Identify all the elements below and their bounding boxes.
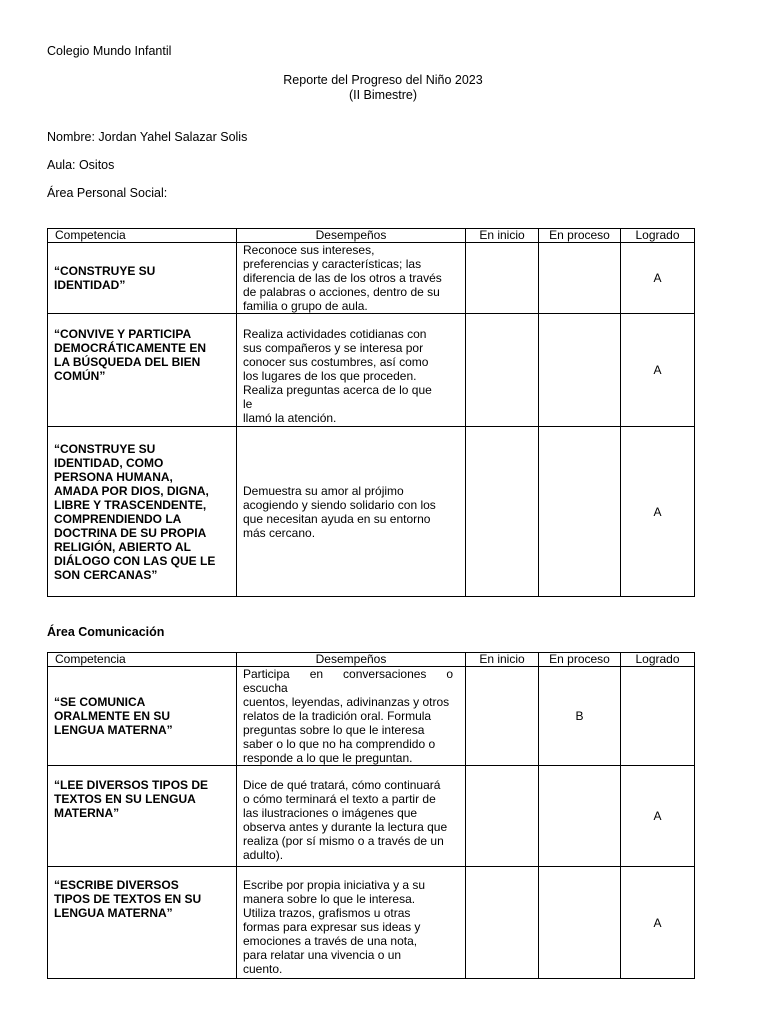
competencia-line: PERSONA HUMANA, [54, 469, 173, 484]
competencia-line: SON CERCANAS” [54, 567, 158, 582]
desempeno-line: cuentos, leyendas, adivinanzas y otros [243, 695, 450, 709]
competencia-line: LENGUA MATERNA” [54, 906, 173, 920]
en-inicio-cell [466, 766, 539, 867]
competencia-line: ORALMENTE EN SU [54, 709, 171, 723]
desempenos-cell [237, 427, 466, 597]
classroom: Aula: Ositos [47, 158, 115, 172]
desempeno-line: Realiza actividades cotidianas con [243, 327, 427, 341]
desempeno-line: o cómo terminará el texto a partir de [243, 792, 436, 806]
desempeno-line: adulto). [243, 848, 284, 862]
desempeno-line: preferencias y características; las [243, 257, 422, 271]
desempeno-line: Dice de qué tratará, cómo continuará [243, 778, 441, 792]
competencia-line: IDENTIDAD” [54, 278, 126, 292]
desempeno-line: más cercano. [243, 525, 316, 540]
en-inicio-cell [466, 667, 539, 766]
en-proceso-cell [539, 314, 621, 427]
competencia-line: LIBRE Y TRASCENDENTE, [54, 497, 207, 512]
desempenos-cell [237, 243, 466, 314]
competencia-line: “LEE DIVERSOS TIPOS DE [54, 778, 209, 792]
desempeno-line: los lugares de los que proceden. [243, 369, 417, 383]
competencia-line: MATERNA” [54, 806, 120, 820]
logrado-cell: A [621, 766, 695, 867]
competencia-line: LENGUA MATERNA” [54, 723, 173, 737]
competencia-cell [48, 427, 237, 597]
table-row [48, 427, 695, 597]
header-en-inicio: En inicio [466, 229, 539, 243]
desempenos-cell [237, 766, 466, 867]
competencia-line: DIÁLOGO CON LAS QUE LE [54, 553, 216, 568]
competencia-line: AMADA POR DIOS, DIGNA, [54, 483, 209, 498]
competencia-line: “ESCRIBE DIVERSOS [54, 878, 179, 892]
table-row [48, 314, 695, 427]
desempeno-line: cuento. [243, 962, 283, 976]
desempeno-line: responde a lo que le preguntan. [243, 751, 413, 765]
competencia-line: DEMOCRÁTICAMENTE EN [54, 341, 206, 355]
desempeno-line: sus compañeros y se interesa por [243, 341, 424, 355]
desempeno-line: Reconoce sus intereses, [243, 243, 375, 257]
desempeno-line: formas para expresar sus ideas y [243, 920, 421, 934]
header-en-inicio: En inicio [466, 653, 539, 667]
desempeno-line: Participa en conversaciones o [243, 667, 454, 681]
table-row [48, 667, 695, 766]
table-row [48, 766, 695, 867]
desempenos-cell [237, 314, 466, 427]
personal-social-table [47, 228, 695, 597]
en-proceso-cell [539, 427, 621, 597]
competencia-line: “CONSTRUYE SU [54, 264, 156, 278]
competencia-line: TEXTOS EN SU LENGUA [54, 792, 196, 806]
header-logrado: Logrado [621, 653, 695, 667]
en-inicio-cell [466, 867, 539, 979]
header-en-proceso: En proceso [539, 229, 621, 243]
desempeno-line: Realiza preguntas acerca de lo que [243, 383, 432, 397]
en-proceso-cell [539, 243, 621, 314]
competencia-line: RELIGIÓN, ABIERTO AL [54, 539, 191, 554]
desempenos-cell [237, 867, 466, 979]
en-inicio-cell [466, 314, 539, 427]
desempeno-line: Escribe por propia iniciativa y a su [243, 878, 426, 892]
desempeno-line: que necesitan ayuda en su entorno [243, 511, 431, 526]
desempeno-line: Demuestra su amor al prójimo [243, 483, 404, 498]
area-comunicacion-title: Área Comunicación [47, 625, 165, 639]
competencia-line: TIPOS DE TEXTOS EN SU [54, 892, 202, 906]
competencia-line: “CONSTRUYE SU [54, 441, 156, 456]
en-proceso-cell [539, 766, 621, 867]
student-name: Nombre: Jordan Yahel Salazar Solis [47, 130, 248, 144]
report-subtitle: (II Bimestre) [348, 88, 418, 102]
desempeno-line: manera sobre lo que le interesa. [243, 892, 416, 906]
desempeno-line: llamó la atención. [243, 411, 337, 425]
table-row [48, 243, 695, 314]
desempeno-line: saber o lo que no ha comprendido o [243, 737, 436, 751]
desempeno-line: escucha [243, 681, 288, 695]
area-personal-social-title: Área Personal Social: [47, 186, 168, 200]
competencia-line: COMPRENDIENDO LA [54, 511, 182, 526]
desempeno-line: le [243, 397, 253, 411]
school-name: Colegio Mundo Infantil [47, 44, 172, 58]
desempeno-line: relatos de la tradición oral. Formula [243, 709, 432, 723]
competencia-line: “CONVIVE Y PARTICIPA [54, 327, 192, 341]
en-inicio-cell [466, 427, 539, 597]
en-inicio-cell [466, 243, 539, 314]
table-header-row [48, 229, 695, 243]
desempeno-line: familia o grupo de aula. [243, 299, 368, 313]
logrado-cell: A [621, 243, 695, 314]
competencia-cell [48, 243, 237, 314]
competencia-cell [48, 867, 237, 979]
header-desempenos: Desempeños [237, 229, 466, 243]
competencia-line: COMÚN” [54, 369, 106, 383]
desempeno-line: diferencia de las de los otros a través [243, 271, 442, 285]
competencia-line: “SE COMUNICA [54, 695, 146, 709]
competencia-line: LA BÚSQUEDA DEL BIEN [54, 355, 201, 369]
logrado-cell: A [621, 867, 695, 979]
logrado-cell [621, 667, 695, 766]
desempeno-line: las ilustraciones o imágenes que [243, 806, 418, 820]
en-proceso-cell [539, 867, 621, 979]
desempenos-cell [237, 667, 466, 766]
en-proceso-cell: B [539, 667, 621, 766]
header-logrado: Logrado [621, 229, 695, 243]
header-competencia: Competencia [48, 653, 237, 667]
table-row [48, 867, 695, 979]
desempeno-line: de palabras o acciones, dentro de su [243, 285, 440, 299]
header-competencia: Competencia [48, 229, 237, 243]
competencia-line: IDENTIDAD, COMO [54, 455, 164, 470]
desempeno-line: observa antes y durante la lectura que [243, 820, 448, 834]
report-title: Reporte del Progreso del Niño 2023 [283, 73, 483, 87]
logrado-cell: A [621, 427, 695, 597]
header-en-proceso: En proceso [539, 653, 621, 667]
competencia-cell [48, 766, 237, 867]
desempeno-line: conocer sus costumbres, así como [243, 355, 429, 369]
competencia-line: DOCTRINA DE SU PROPIA [54, 525, 207, 540]
desempeno-line: emociones a través de una nota, [243, 934, 418, 948]
table-header-row [48, 653, 695, 667]
competencia-cell [48, 314, 237, 427]
desempeno-line: para relatar una vivencia o un [243, 948, 402, 962]
header-desempenos: Desempeños [237, 653, 466, 667]
comunicacion-table [47, 652, 695, 979]
logrado-cell: A [621, 314, 695, 427]
desempeno-line: preguntas sobre lo que le interesa [243, 723, 425, 737]
competencia-cell [48, 667, 237, 766]
desempeno-line: acogiendo y siendo solidario con los [243, 497, 436, 512]
desempeno-line: realiza (por sí mismo o a través de un [243, 834, 444, 848]
desempeno-line: Utiliza trazos, grafismos u otras [243, 906, 411, 920]
